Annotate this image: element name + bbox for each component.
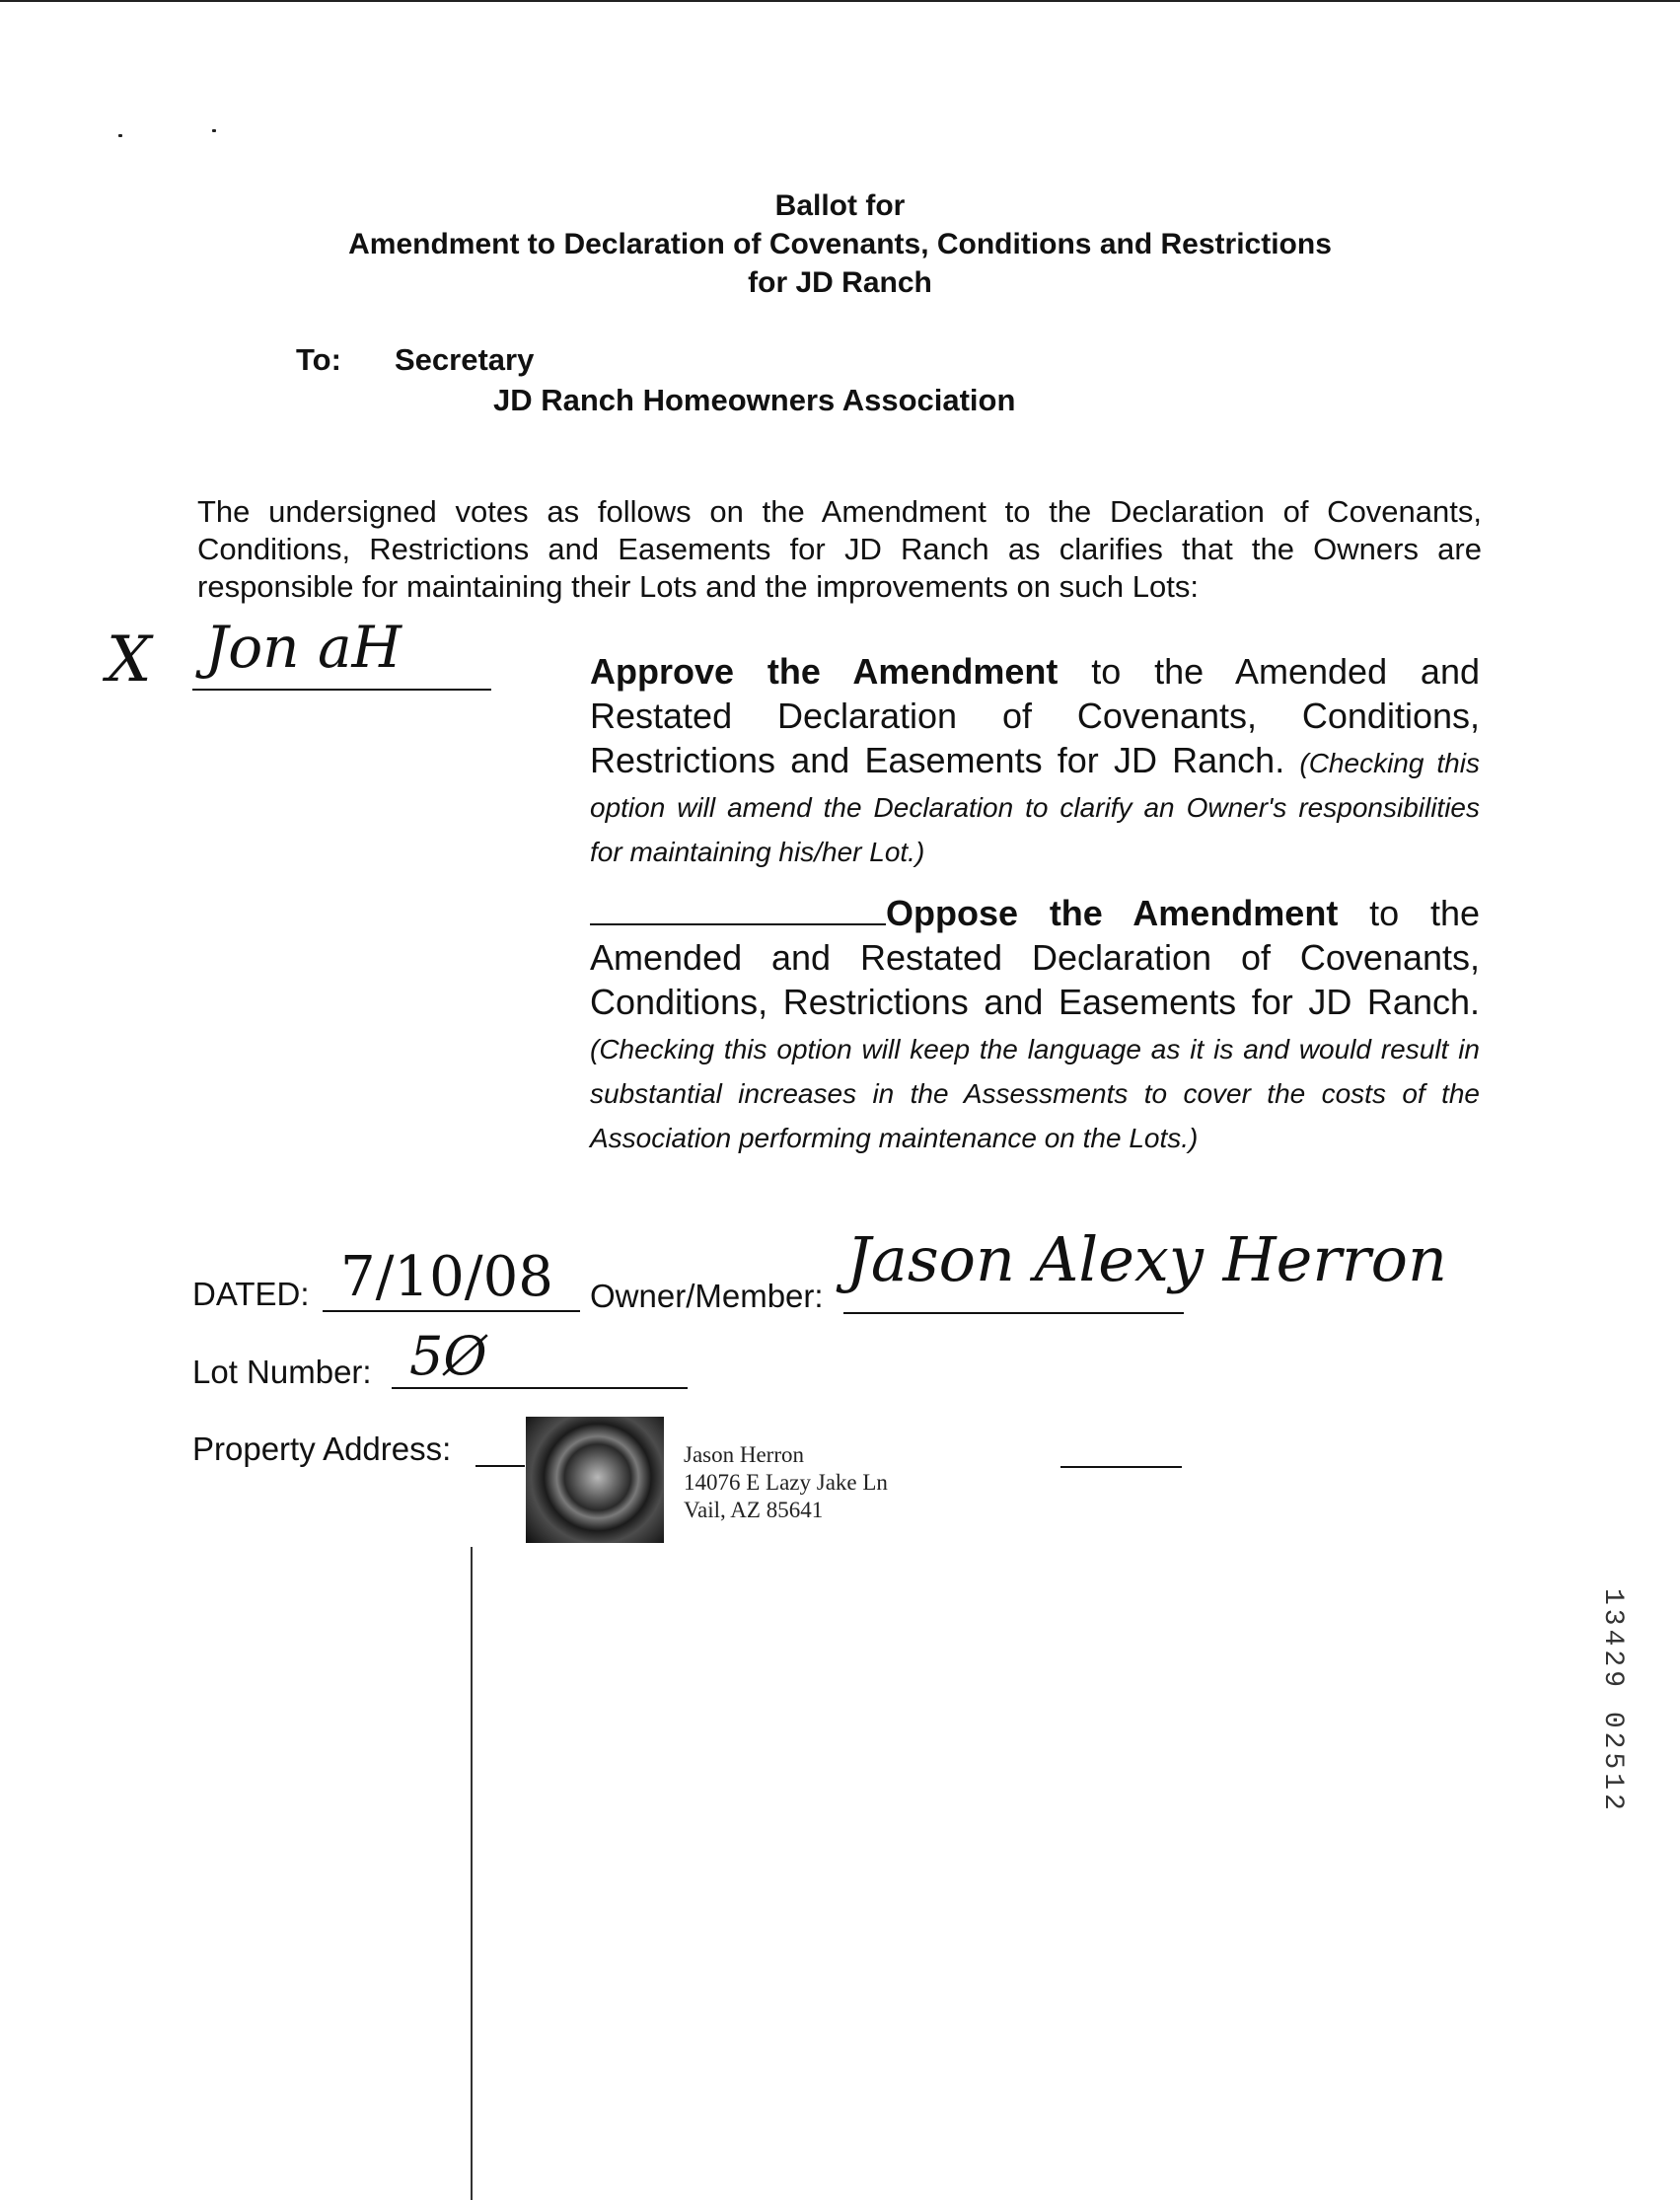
owner-signature: Jason Alexy Herron (846, 1223, 1447, 1295)
dated-line[interactable] (323, 1310, 580, 1312)
address-street: 14076 E Lazy Jake Ln (684, 1470, 888, 1495)
address-name: Jason Herron (684, 1442, 804, 1467)
property-address-label: Property Address: (192, 1430, 452, 1467)
ballot-title-line-3: for JD Ranch (748, 266, 932, 299)
oppose-heading: Oppose the Amendment (886, 893, 1339, 933)
oppose-text: to the Amended and Restated Declaration of Covenants, Conditions, Restrictions and Easements for JD Ranch. (590, 893, 1480, 1022)
oppose-note: (Checking this option will keep the language as it is and would result in substantial increases in the Assessments to cover the costs of the Association performing maintenance on the Lots.) (590, 1034, 1480, 1153)
intro-paragraph: The undersigned votes as follows on the Amendment to the Declaration of Covenants, Conditions, Restrictions and Easements for JD Ranch as clarifies that the Owners are responsible for maintaining their Lots and the improvements on such Lots: (197, 494, 1482, 604)
address-label-photo (526, 1417, 664, 1543)
dated-value: 7/10/08 (340, 1245, 553, 1309)
scan-speck (212, 129, 216, 132)
recipient-name: Secretary (395, 342, 535, 377)
vote-initials-signature: Jon aH (205, 614, 402, 681)
ballot-title-line-2: Amendment to Declaration of Covenants, Conditions and Restrictions (348, 228, 1332, 260)
scan-speck (118, 134, 122, 137)
approve-heading: Approve the Amendment (590, 651, 1059, 692)
oppose-blank-line[interactable] (590, 890, 886, 925)
ballot-title-line-1: Ballot for (774, 189, 906, 222)
approve-signature-line[interactable] (192, 689, 491, 691)
property-address-line[interactable] (475, 1465, 525, 1467)
lot-number-value: 5Ø (409, 1325, 487, 1387)
lot-number-label: Lot Number: (192, 1354, 372, 1390)
owner-signature-line[interactable] (843, 1312, 1184, 1314)
to-label: To: (296, 342, 341, 377)
oppose-option (590, 890, 1480, 1157)
recipient-organization: JD Ranch Homeowners Association (493, 383, 1016, 417)
property-address-line-end[interactable] (1060, 1466, 1182, 1468)
scan-vertical-rule (471, 1547, 473, 2200)
approve-text: to the Amended and Restated Declaration of Covenants, Conditions, Restrictions and Easements for JD Ranch. (590, 651, 1480, 780)
approve-note: (Checking this option will amend the Declaration to clarify an Owner's responsibilities for maintaining his/her Lot.) (590, 748, 1480, 867)
address-city: Vail, AZ 85641 (684, 1498, 824, 1522)
vote-x-mark: X (107, 623, 152, 697)
document-stamp-number: 13429 02512 (1597, 1588, 1628, 1814)
owner-member-label: Owner/Member: (590, 1278, 824, 1314)
approve-option (590, 649, 1480, 871)
scan-top-rule (0, 0, 1680, 2)
lot-number-line[interactable] (392, 1387, 688, 1389)
dated-label: DATED: (192, 1276, 310, 1312)
